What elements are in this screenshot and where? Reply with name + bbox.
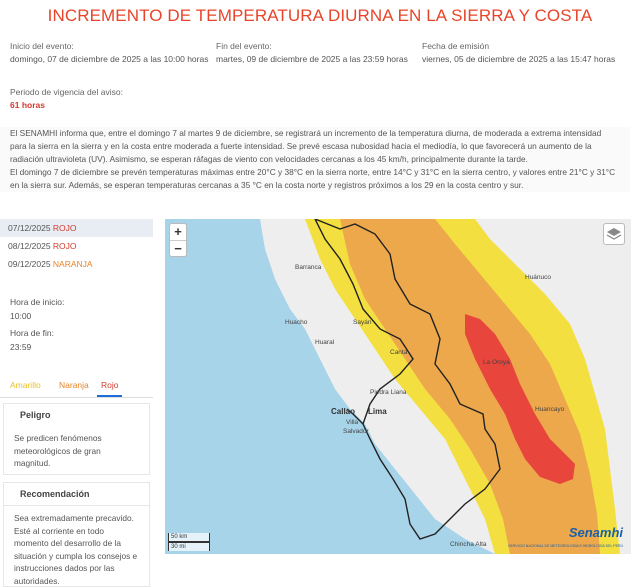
hora-fin-value: 23:59 [10, 342, 32, 352]
scale-km: 50 km [168, 533, 210, 542]
zoom-in-button[interactable]: + [174, 224, 182, 239]
fin-evento-label: Fin del evento: [216, 41, 272, 51]
date-item-level: ROJO [52, 241, 77, 251]
layers-button[interactable] [603, 223, 625, 245]
fecha-emision-label: Fecha de emisión [422, 41, 490, 51]
recomendacion-panel [3, 482, 150, 587]
description-paragraph: El SENAMHI informa que, entre el domingo 7 al martes 9 de diciembre, se registrará un incremento de la temperatura diurna, de moderada a extrema intensidad para la sierra en la sierra y en la costa entre moderada a fuerte intensidad. Se prevé escasa nubosidad hacia el mediodía, lo que favorecerá un aumento de la radiación ultravioleta (UV). Asimismo, se esperan ráfagas de viento con velocidades cercanas a los 45 km/h, principalmente durante la tarde. [10, 128, 602, 164]
inicio-evento-value: domingo, 07 de diciembre de 2025 a las 10:00 horas [10, 54, 209, 64]
date-list [0, 219, 153, 273]
date-item[interactable] [0, 255, 153, 273]
place-label: Barranca [295, 264, 322, 271]
page-title: INCREMENTO DE TEMPERATURA DIURNA EN LA SIERRA Y COSTA [47, 6, 593, 25]
place-label: La Oroya [483, 359, 510, 366]
date-item[interactable] [0, 237, 153, 255]
date-item-level: ROJO [52, 223, 77, 233]
scale-mi: 30 mi [168, 542, 210, 551]
hora-inicio-label: Hora de inicio: [10, 297, 65, 307]
alert-map[interactable] [165, 219, 631, 554]
date-item-date: 07/12/2025 [8, 223, 51, 233]
vigencia-label: Periodo de vigencia del aviso: [10, 87, 123, 97]
layers-icon [604, 224, 624, 244]
inicio-evento-label: Inicio del evento: [10, 41, 74, 51]
vigencia-value: 61 horas [10, 100, 45, 110]
place-label: Sayán [353, 319, 372, 326]
alert-level-tabs [0, 376, 153, 398]
place-label: Canta [390, 349, 408, 356]
place-label: Piedra Liana [370, 389, 407, 396]
recomendacion-title: Recomendación [4, 483, 149, 506]
tab-amarillo[interactable]: Amarillo [10, 380, 41, 390]
tab-rojo[interactable]: Rojo [97, 380, 122, 397]
fin-evento-value: martes, 09 de diciembre de 2025 a las 23:59 horas [216, 54, 408, 64]
hora-fin-label: Hora de fin: [10, 328, 54, 338]
place-label: Huaral [315, 339, 335, 346]
place-label: Huacho [285, 319, 308, 326]
zoom-control [169, 223, 187, 257]
date-item-date: 09/12/2025 [8, 259, 51, 269]
date-item-date: 08/12/2025 [8, 241, 51, 251]
map-canvas [165, 219, 631, 554]
senamhi-logo: Senamhi [568, 525, 623, 540]
map-scale [168, 533, 210, 551]
place-label: Lima [368, 407, 387, 416]
fecha-emision-value: viernes, 05 de diciembre de 2025 a las 15:47 horas [422, 54, 616, 64]
recomendacion-body: Sea extremadamente precavido. Esté al corriente en todo momento del desarrollo de la situación y cumpla los consejos e instrucciones dados por las autoridades. [14, 513, 138, 586]
date-item-level: NARANJA [52, 259, 93, 269]
description-paragraph: El domingo 7 de diciembre se prevén temperaturas máximas entre 20°C y 38°C en la sierra norte, entre 14°C y 31°C en la sierra centro, y valores entre 21°C y 31°C en la sierra sur. Además, se esperan temperaturas cercanas a 35 °C en la costa norte y registros próximos a los 29 en la costa centro y sur. [10, 167, 616, 190]
place-label: Villa [346, 419, 359, 426]
place-label: Callao [331, 407, 356, 416]
place-label: Salvador [343, 428, 369, 435]
place-label: Chincha Alta [450, 541, 487, 548]
description [0, 127, 630, 192]
peligro-title: Peligro [20, 410, 51, 420]
date-item[interactable] [0, 219, 153, 237]
hora-inicio-value: 10:00 [10, 311, 32, 321]
zoom-out-button[interactable]: − [170, 240, 186, 256]
senamhi-logo-subtitle: SERVICIO NACIONAL DE METEOROLOGÍA E HIDROLOGÍA DEL PERÚ [508, 544, 623, 548]
peligro-panel [3, 403, 150, 475]
tab-naranja[interactable]: Naranja [59, 380, 89, 390]
place-label: Huánuco [525, 274, 552, 281]
peligro-body: Se predicen fenómenos meteorológicos de gran magnitud. [14, 433, 102, 468]
place-label: Huancayo [535, 406, 565, 413]
